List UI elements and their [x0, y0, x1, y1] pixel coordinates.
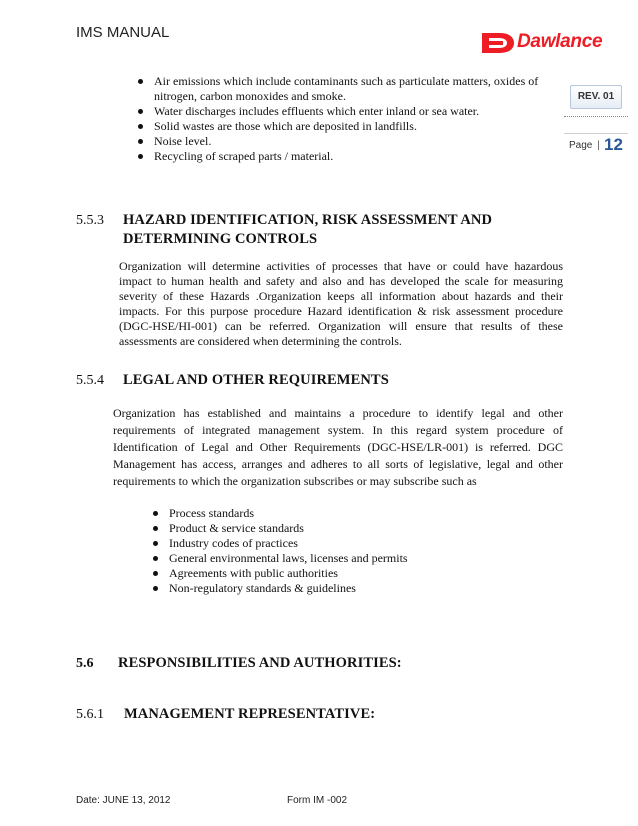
- section-title-5-5-4: LEGAL AND OTHER REQUIREMENTS: [123, 372, 389, 388]
- dawlance-d-logo-icon: [481, 32, 515, 54]
- section-number-5-6-1: 5.6.1: [76, 707, 104, 722]
- list-item: General environmental laws, licenses and permits: [169, 551, 549, 566]
- section-number-5-5-4: 5.5.4: [76, 373, 104, 388]
- brand-name: Dawlance: [517, 31, 603, 52]
- footer-date: Date: JUNE 13, 2012: [76, 795, 171, 806]
- list-item: Recycling of scraped parts / material.: [154, 149, 564, 164]
- legal-paragraph: Organization has established and maintains a procedure to identify legal and other requirements of integrated management system. In this regard system procedure of Identification of Legal and Other Requirements (DGC-HSE/LR-001) is referred. DGC Management has access, arranges and adheres to all sorts of legislative, legal and other requirements to which the organization subscribes or may subscribe such as: [113, 406, 563, 488]
- page-divider: [564, 133, 628, 134]
- page-label-text: Page: [569, 140, 593, 151]
- section-title-5-6: RESPONSIBILITIES AND AUTHORITIES:: [118, 655, 402, 671]
- list-item: Noise level.: [154, 134, 564, 149]
- footer-form: Form IM -002: [287, 795, 348, 806]
- requirements-list: [169, 506, 549, 596]
- list-item: Process standards: [169, 506, 549, 521]
- list-item: Non-regulatory standards & guidelines: [169, 581, 549, 596]
- list-item: Agreements with public authorities: [169, 566, 549, 581]
- section-number-5-5-3: 5.5.3: [76, 213, 104, 228]
- revision-badge: REV. 01: [570, 85, 622, 109]
- page-number: 12: [604, 135, 623, 154]
- section-title-5-5-3-line1: HAZARD IDENTIFICATION, RISK ASSESSMENT AND: [123, 212, 493, 228]
- hazard-paragraph: Organization will determine activities of processes that have or could have hazardous impact to human health and safety and also and has developed the scale for measuring severity of these Hazards .Organization keeps all information about hazards and their impacts. For this purpose procedure Hazard identification & risk assessment procedure (DGC-HSE/HI-001) can be referred. Organization will ensure that results of these assessments are considered when determining the controls.: [119, 259, 563, 348]
- list-item: Air emissions which include contaminants such as particulate matters, oxides of nitrogen, carbon monoxides and smoke.: [154, 74, 564, 104]
- section-title-5-6-1: MANAGEMENT REPRESENTATIVE:: [124, 706, 376, 722]
- emissions-list: [154, 74, 564, 164]
- revision-divider: [564, 116, 628, 117]
- page-label: [569, 140, 602, 151]
- list-item: Industry codes of practices: [169, 536, 549, 551]
- section-number-5-6: 5.6: [76, 656, 94, 671]
- document-title: IMS MANUAL: [76, 24, 170, 41]
- dawlance-logo: [481, 32, 621, 54]
- list-item: Water discharges includes effluents which enter inland or sea water.: [154, 104, 564, 119]
- section-title-5-5-3-line2: DETERMINING CONTROLS: [123, 231, 318, 247]
- page-separator: |: [597, 140, 600, 151]
- list-item: Product & service standards: [169, 521, 549, 536]
- list-item: Solid wastes are those which are deposited in landfills.: [154, 119, 564, 134]
